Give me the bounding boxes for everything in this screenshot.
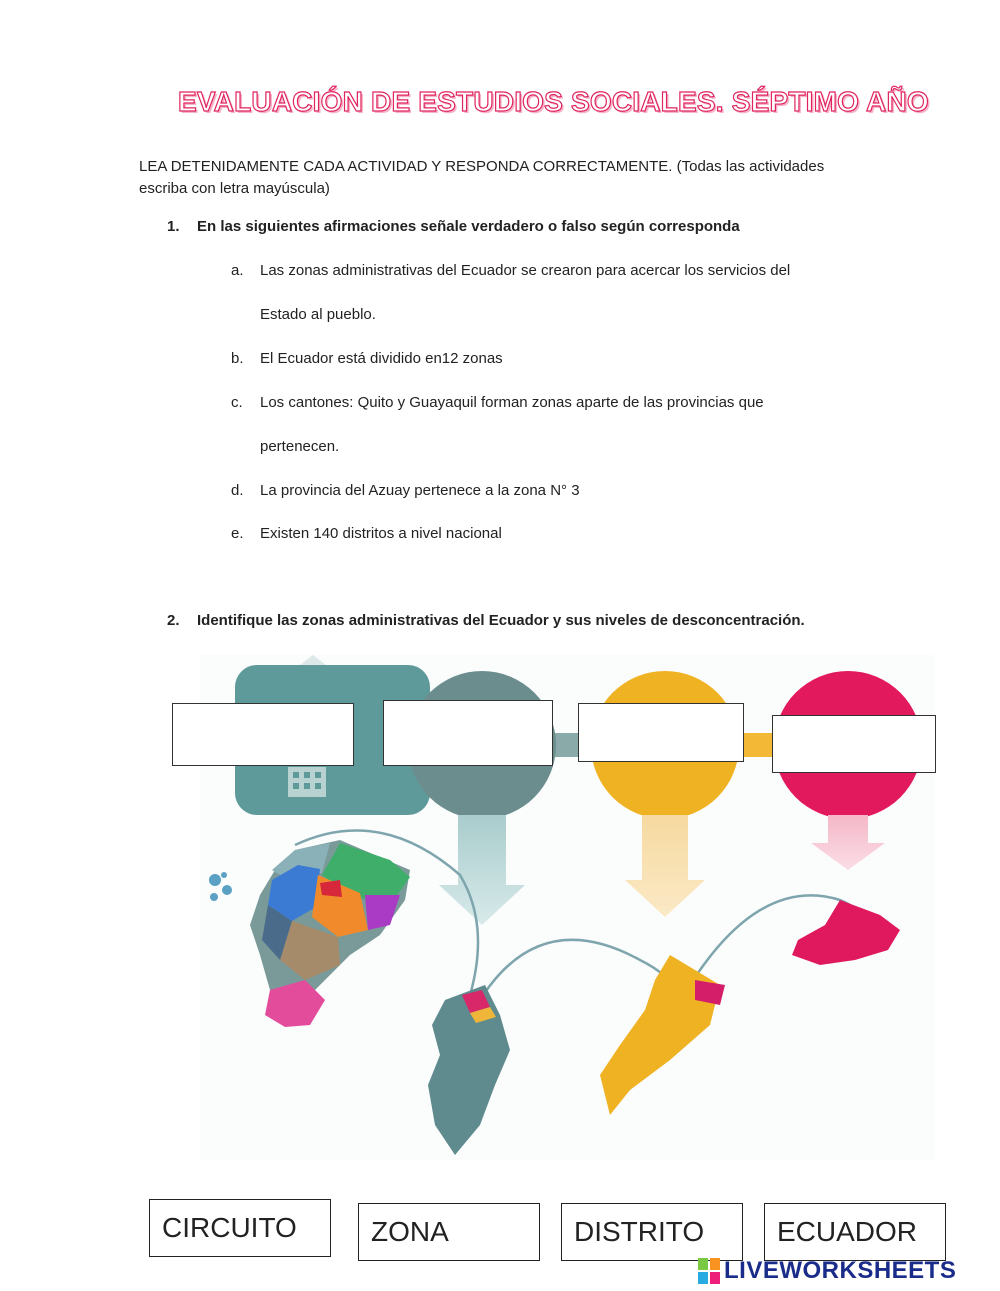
question-2-heading (167, 612, 805, 629)
statement-text: El Ecuador está dividido en12 zonas (260, 350, 503, 367)
instructions-line-2: escriba con letra mayúscula) (139, 180, 330, 197)
statement-letter: d. (231, 482, 244, 499)
drag-label-zona[interactable]: ZONA (358, 1203, 540, 1261)
answer-box-3[interactable] (578, 703, 744, 762)
worksheet-title: EVALUACIÓN DE ESTUDIOS SOCIALES. SÉPTIMO AÑO (178, 86, 929, 117)
statement-letter: c. (231, 394, 243, 411)
question-1-number: 1. (167, 218, 180, 235)
statement-e (231, 525, 502, 542)
question-2-number: 2. (167, 612, 180, 629)
statement-letter: a. (231, 262, 244, 279)
statement-a-continued: Estado al pueblo. (260, 306, 376, 323)
statement-a (231, 262, 790, 279)
statement-letter: b. (231, 350, 244, 367)
live-blocks-icon (698, 1258, 720, 1284)
answer-box-4[interactable] (772, 715, 936, 773)
building-icon (288, 767, 326, 797)
statement-text: Los cantones: Quito y Guayaquil forman zonas aparte de las provincias que (260, 394, 764, 411)
statement-text: Existen 140 distritos a nivel nacional (260, 525, 502, 542)
statement-d (231, 482, 580, 499)
drag-label-ecuador[interactable]: ECUADOR (764, 1203, 946, 1261)
question-1-heading (167, 218, 740, 235)
statement-text: Las zonas administrativas del Ecuador se crearon para acercar los servicios del (260, 262, 791, 279)
drag-label-circuito[interactable]: CIRCUITO (149, 1199, 331, 1257)
answer-box-1[interactable] (172, 703, 354, 766)
brand-name: LIVEWORKSHEETS (724, 1257, 957, 1284)
question-2-text: Identifique las zonas administrativas del Ecuador y sus niveles de desconcentración. (197, 612, 805, 629)
question-1-text: En las siguientes afirmaciones señale verdadero o falso según corresponda (197, 218, 740, 235)
answer-box-2[interactable] (383, 700, 553, 766)
instructions (139, 156, 859, 200)
liveworksheets-logo (698, 1258, 956, 1284)
instructions-line-1: LEA DETENIDAMENTE CADA ACTIVIDAD Y RESPONDA CORRECTAMENTE. (Todas las actividades (139, 158, 825, 175)
statement-text: La provincia del Azuay pertenece a la zona N° 3 (260, 482, 580, 499)
statement-c (231, 394, 764, 411)
statement-letter: e. (231, 525, 244, 542)
statement-c-continued: pertenecen. (260, 438, 340, 455)
statement-b (231, 350, 503, 367)
drag-label-distrito[interactable]: DISTRITO (561, 1203, 743, 1261)
